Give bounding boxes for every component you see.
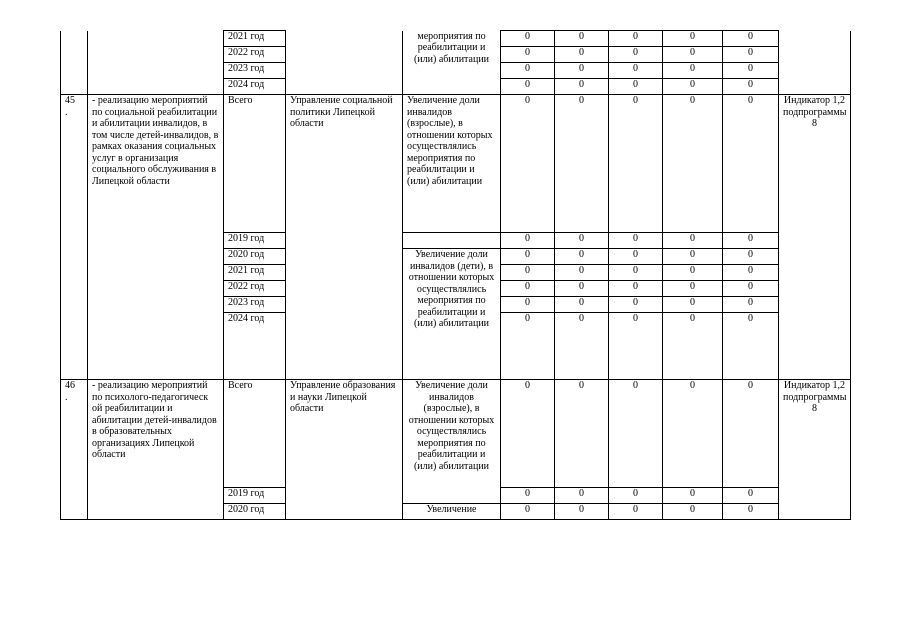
total-label: Всего bbox=[224, 380, 286, 488]
year-cell: 2020 год bbox=[224, 249, 286, 265]
value-cell: 0 bbox=[501, 281, 555, 297]
table-row bbox=[61, 95, 851, 233]
result-cell: Увеличение доли инвалидов (взрослые), в отношении которых осуществлялись мероприятия по реабилитации и (или) абилитации bbox=[403, 380, 501, 504]
value-cell: 0 bbox=[663, 313, 723, 380]
value-cell: 0 bbox=[609, 31, 663, 47]
value-cell: 0 bbox=[663, 380, 723, 488]
value-cell: 0 bbox=[723, 233, 779, 249]
value-cell: 0 bbox=[501, 488, 555, 504]
value-cell: 0 bbox=[501, 313, 555, 380]
value-cell: 0 bbox=[609, 297, 663, 313]
value-cell: 0 bbox=[663, 249, 723, 265]
result-cell: Увеличение доли инвалидов (дети), в отношении которых осуществлялись мероприятия по реабилитации и (или) абилитации bbox=[403, 249, 501, 380]
year-cell: 2021 год bbox=[224, 31, 286, 47]
value-cell: 0 bbox=[501, 233, 555, 249]
activity-description: - реализацию мероприятий по психолого-педагогическ ой реабилитации и абилитации детей-инвалидов в образовательных организациях Липецкой области bbox=[88, 380, 224, 520]
year-cell: 2019 год bbox=[224, 233, 286, 249]
value-cell: 0 bbox=[501, 380, 555, 488]
value-cell: 0 bbox=[501, 63, 555, 79]
value-cell: 0 bbox=[723, 488, 779, 504]
year-cell: 2019 год bbox=[224, 488, 286, 504]
year-cell: 2023 год bbox=[224, 297, 286, 313]
year-cell: 2022 год bbox=[224, 47, 286, 63]
value-cell: 0 bbox=[663, 488, 723, 504]
value-cell: 0 bbox=[663, 281, 723, 297]
year-cell: 2020 год bbox=[224, 504, 286, 520]
result-cell: Увеличение доли инвалидов (взрослые), в отношении которых осуществлялись мероприятия по реабилитации и (или) абилитации bbox=[403, 95, 501, 233]
program-table bbox=[60, 30, 851, 520]
value-cell: 0 bbox=[723, 281, 779, 297]
value-cell: 0 bbox=[555, 504, 609, 520]
value-cell: 0 bbox=[723, 380, 779, 488]
value-cell: 0 bbox=[663, 233, 723, 249]
value-cell: 0 bbox=[609, 488, 663, 504]
value-cell: 0 bbox=[609, 249, 663, 265]
value-cell: 0 bbox=[501, 95, 555, 233]
result-cell bbox=[403, 233, 501, 249]
year-cell: 2023 год bbox=[224, 63, 286, 79]
value-cell: 0 bbox=[723, 297, 779, 313]
description-cell bbox=[88, 31, 224, 95]
value-cell: 0 bbox=[555, 380, 609, 488]
value-cell: 0 bbox=[723, 47, 779, 63]
value-cell: 0 bbox=[609, 63, 663, 79]
year-cell: 2024 год bbox=[224, 313, 286, 380]
total-label: Всего bbox=[224, 95, 286, 233]
value-cell: 0 bbox=[555, 297, 609, 313]
value-cell: 0 bbox=[723, 79, 779, 95]
value-cell: 0 bbox=[609, 265, 663, 281]
executor-cell: Управление социальной политики Липецкой области bbox=[286, 95, 403, 380]
value-cell: 0 bbox=[555, 281, 609, 297]
value-cell: 0 bbox=[663, 31, 723, 47]
value-cell: 0 bbox=[663, 79, 723, 95]
value-cell: 0 bbox=[501, 297, 555, 313]
year-cell: 2021 год bbox=[224, 265, 286, 281]
activity-description: - реализацию мероприятий по социальной реабилитации и абилитации инвалидов, в том числе детей-инвалидов, в рамках оказания социальных услуг в организация социального обслуживания в Липецкой области bbox=[88, 95, 224, 380]
value-cell: 0 bbox=[609, 233, 663, 249]
value-cell: 0 bbox=[723, 249, 779, 265]
result-cell: Увеличение bbox=[403, 504, 501, 520]
value-cell: 0 bbox=[723, 95, 779, 233]
value-cell: 0 bbox=[555, 313, 609, 380]
value-cell: 0 bbox=[555, 249, 609, 265]
value-cell: 0 bbox=[555, 79, 609, 95]
value-cell: 0 bbox=[663, 47, 723, 63]
indicator-cell: Индикатор 1,2 подпрограммы 8 bbox=[779, 380, 851, 520]
value-cell: 0 bbox=[723, 31, 779, 47]
value-cell: 0 bbox=[555, 63, 609, 79]
value-cell: 0 bbox=[663, 297, 723, 313]
executor-cell: Управление образования и науки Липецкой области bbox=[286, 380, 403, 520]
year-cell: 2022 год bbox=[224, 281, 286, 297]
value-cell: 0 bbox=[555, 31, 609, 47]
value-cell: 0 bbox=[555, 233, 609, 249]
value-cell: 0 bbox=[723, 63, 779, 79]
value-cell: 0 bbox=[609, 281, 663, 297]
value-cell: 0 bbox=[609, 380, 663, 488]
value-cell: 0 bbox=[663, 265, 723, 281]
value-cell: 0 bbox=[501, 504, 555, 520]
value-cell: 0 bbox=[501, 47, 555, 63]
value-cell: 0 bbox=[501, 249, 555, 265]
table-row bbox=[61, 380, 851, 488]
year-cell: 2024 год bbox=[224, 79, 286, 95]
value-cell: 0 bbox=[501, 265, 555, 281]
value-cell: 0 bbox=[723, 265, 779, 281]
row-number: 46 . bbox=[61, 380, 88, 520]
executor-cell bbox=[286, 31, 403, 95]
number-cell bbox=[61, 31, 88, 95]
value-cell: 0 bbox=[555, 265, 609, 281]
indicator-cell bbox=[779, 31, 851, 95]
value-cell: 0 bbox=[609, 79, 663, 95]
value-cell: 0 bbox=[723, 504, 779, 520]
value-cell: 0 bbox=[663, 63, 723, 79]
value-cell: 0 bbox=[609, 47, 663, 63]
indicator-cell: Индикатор 1,2 подпрограммы 8 bbox=[779, 95, 851, 380]
value-cell: 0 bbox=[555, 47, 609, 63]
table-row bbox=[61, 31, 851, 47]
value-cell: 0 bbox=[501, 79, 555, 95]
value-cell: 0 bbox=[609, 504, 663, 520]
value-cell: 0 bbox=[555, 488, 609, 504]
value-cell: 0 bbox=[663, 95, 723, 233]
value-cell: 0 bbox=[609, 95, 663, 233]
value-cell: 0 bbox=[663, 504, 723, 520]
value-cell: 0 bbox=[723, 313, 779, 380]
row-number: 45 . bbox=[61, 95, 88, 380]
result-cell: мероприятия по реабилитации и (или) абилитации bbox=[403, 31, 501, 95]
value-cell: 0 bbox=[555, 95, 609, 233]
value-cell: 0 bbox=[501, 31, 555, 47]
value-cell: 0 bbox=[609, 313, 663, 380]
